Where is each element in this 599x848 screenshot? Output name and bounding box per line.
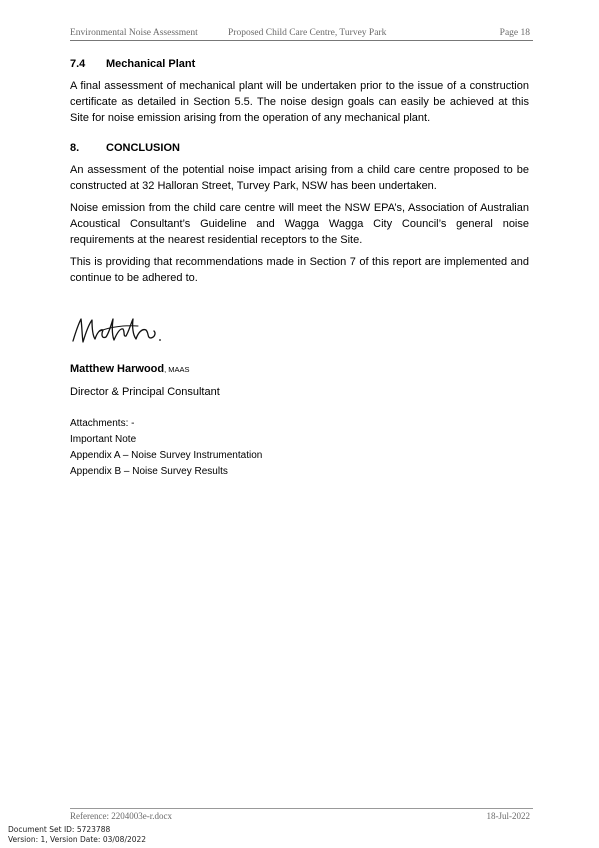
section-number: 7.4 xyxy=(70,58,86,70)
header-page-number: Page 18 xyxy=(499,28,530,38)
section-title: CONCLUSION xyxy=(106,142,180,154)
signatory-role: Director & Principal Consultant xyxy=(70,386,220,398)
document-set-id: Document Set ID: 5723788 xyxy=(8,825,111,834)
header-report-title: Environmental Noise Assessment xyxy=(70,28,198,38)
page-footer xyxy=(70,808,533,821)
signatory-postnominal: , MAAS xyxy=(164,365,190,374)
attachments-list xyxy=(70,416,262,480)
signatory-name-line xyxy=(70,361,190,378)
page-body xyxy=(70,56,529,292)
header-project-title: Proposed Child Care Centre, Turvey Park xyxy=(228,28,387,38)
section-number: 8. xyxy=(70,142,80,154)
section-heading-mechanical-plant xyxy=(70,56,529,72)
handwritten-signature xyxy=(70,315,180,347)
section-heading-conclusion xyxy=(70,140,529,156)
footer-reference: Reference: 2204003e-r.docx xyxy=(70,811,172,821)
page-header xyxy=(70,27,533,41)
footer-date: 18-Jul-2022 xyxy=(486,811,530,821)
body-paragraph: An assessment of the potential noise impact arising from a child care centre proposed to be constructed at 32 Halloran Street, Turvey Park, NSW has been undertaken. xyxy=(70,164,529,192)
document-version: Version: 1, Version Date: 03/08/2022 xyxy=(8,835,147,844)
attachment-item: Appendix B – Noise Survey Results xyxy=(70,466,228,477)
body-paragraph: This is providing that recommendations made in Section 7 of this report are implemented and continue to be adhered to. xyxy=(70,256,529,284)
attachment-item: Appendix A – Noise Survey Instrumentation xyxy=(70,450,263,461)
body-paragraph: Noise emission from the child care centre will meet the NSW EPA’s, Association of Australian Acoustical Consultant’s Guideline and Wagga Wagga City Council’s general noise requirements at the nearest residential receptors to the Site. xyxy=(70,202,529,246)
signatory-name: Matthew Harwood xyxy=(70,363,165,375)
document-set-stamp xyxy=(8,825,146,845)
body-paragraph: A final assessment of mechanical plant will be undertaken prior to the issue of a construction certificate as detailed in Section 5.5. The noise design goals can easily be achieved at this Site for noise emission arising from the operation of any mechanical plant. xyxy=(70,80,529,124)
attachment-item: Important Note xyxy=(70,434,137,445)
attachments-heading: Attachments: - xyxy=(70,418,135,429)
section-title: Mechanical Plant xyxy=(106,58,196,70)
